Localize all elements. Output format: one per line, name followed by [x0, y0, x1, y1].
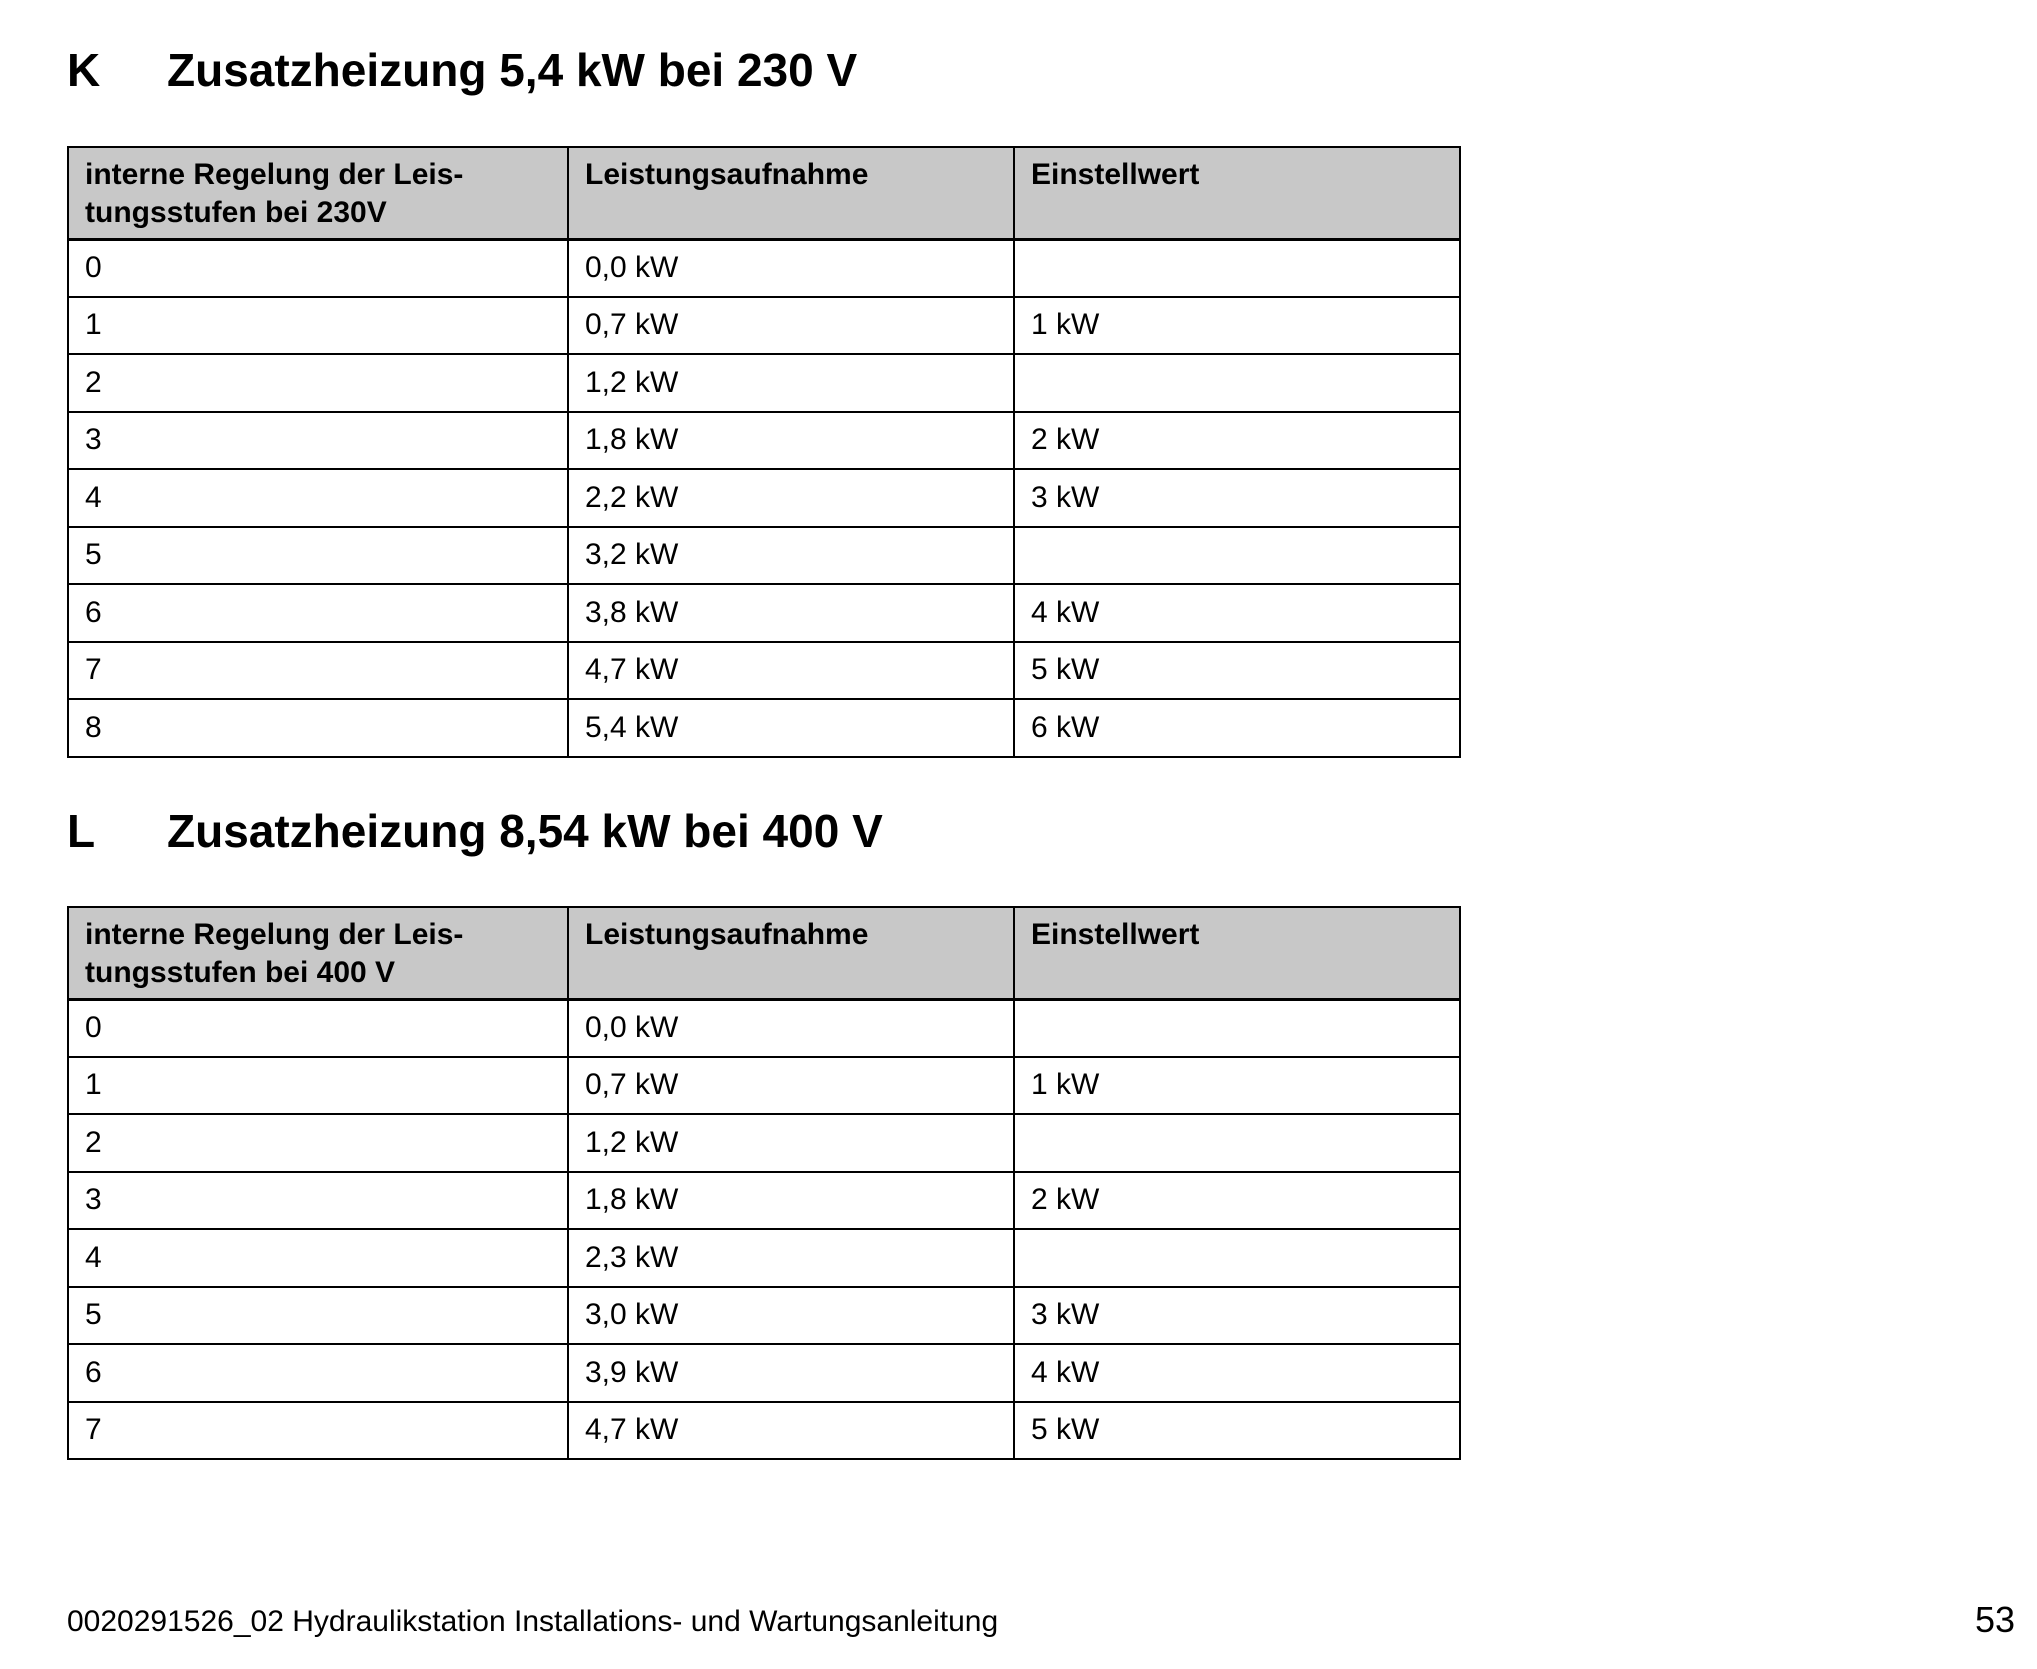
table-cell: 1,8 kW — [568, 412, 1014, 470]
section-letter: K — [67, 44, 101, 96]
table-cell: 4 — [68, 1229, 568, 1287]
table-row — [68, 469, 1460, 527]
table-cell: 3,8 kW — [568, 584, 1014, 642]
column-header: Leistungsaufnahme — [568, 147, 1014, 239]
table-cell: 4 — [68, 469, 568, 527]
table-cell: 3,2 kW — [568, 527, 1014, 585]
table-cell: 0 — [68, 999, 568, 1057]
table-row — [68, 584, 1460, 642]
table-row — [68, 527, 1460, 585]
section-heading-l — [67, 803, 883, 859]
table-cell: 1 kW — [1014, 297, 1460, 355]
column-header: Einstellwert — [1014, 907, 1460, 999]
table-cell: 6 — [68, 1344, 568, 1402]
table-row — [68, 642, 1460, 700]
table-cell: 7 — [68, 1402, 568, 1460]
table-cell: 6 — [68, 584, 568, 642]
table-cell — [1014, 239, 1460, 297]
table-cell: 1,2 kW — [568, 354, 1014, 412]
table-cell: 5 — [68, 527, 568, 585]
table-cell: 0,0 kW — [568, 239, 1014, 297]
table-cell: 4,7 kW — [568, 642, 1014, 700]
table-row — [68, 1114, 1460, 1172]
section-title: Zusatzheizung 5,4 kW bei 230 V — [167, 44, 858, 96]
table-cell: 3,0 kW — [568, 1287, 1014, 1345]
table-cell: 2 — [68, 354, 568, 412]
table-cell: 2 — [68, 1114, 568, 1172]
table-row — [68, 1172, 1460, 1230]
table-row — [68, 1344, 1460, 1402]
column-header: interne Regelung der Leis- tungsstufen bei 400 V — [68, 907, 568, 999]
table-row — [68, 699, 1460, 757]
table-cell: 5 — [68, 1287, 568, 1345]
table-cell: 2 kW — [1014, 1172, 1460, 1230]
table-cell: 3,9 kW — [568, 1344, 1014, 1402]
table-cell: 0,7 kW — [568, 1057, 1014, 1115]
table-header-row — [68, 147, 1460, 239]
table-row — [68, 999, 1460, 1057]
table-row — [68, 297, 1460, 355]
table-cell: 1 — [68, 297, 568, 355]
table-row — [68, 1229, 1460, 1287]
section-letter: L — [67, 805, 96, 857]
footer-document-title: 0020291526_02 Hydraulikstation Installations- und Wartungsanleitung — [67, 1605, 999, 1638]
table-row — [68, 1402, 1460, 1460]
table-cell: 0 — [68, 239, 568, 297]
table-row — [68, 412, 1460, 470]
column-header: interne Regelung der Leis- tungsstufen bei 230V — [68, 147, 568, 239]
table-cell: 3 — [68, 412, 568, 470]
table-cell: 4,7 kW — [568, 1402, 1014, 1460]
table-cell: 2,3 kW — [568, 1229, 1014, 1287]
table-cell: 0,0 kW — [568, 999, 1014, 1057]
table-cell: 8 — [68, 699, 568, 757]
table-row — [68, 239, 1460, 297]
table-cell: 3 kW — [1014, 469, 1460, 527]
table-header-row — [68, 907, 1460, 999]
table-cell: 3 kW — [1014, 1287, 1460, 1345]
table-cell — [1014, 1114, 1460, 1172]
table-cell: 7 — [68, 642, 568, 700]
table-cell: 1,8 kW — [568, 1172, 1014, 1230]
table-row — [68, 354, 1460, 412]
table-cell: 5 kW — [1014, 1402, 1460, 1460]
power-table-400v — [67, 906, 1461, 1460]
table-cell — [1014, 999, 1460, 1057]
table-cell: 2 kW — [1014, 412, 1460, 470]
page-number: 53 — [1974, 1599, 2015, 1640]
table-cell: 1,2 kW — [568, 1114, 1014, 1172]
section-title: Zusatzheizung 8,54 kW bei 400 V — [167, 805, 883, 857]
column-header: Einstellwert — [1014, 147, 1460, 239]
table-cell: 6 kW — [1014, 699, 1460, 757]
table-cell — [1014, 354, 1460, 412]
table-row — [68, 1057, 1460, 1115]
column-header: Leistungsaufnahme — [568, 907, 1014, 999]
table-cell: 1 — [68, 1057, 568, 1115]
table-cell — [1014, 1229, 1460, 1287]
table-cell — [1014, 527, 1460, 585]
table-row — [68, 1287, 1460, 1345]
table-cell: 4 kW — [1014, 584, 1460, 642]
table-cell: 0,7 kW — [568, 297, 1014, 355]
table-cell: 3 — [68, 1172, 568, 1230]
table-cell: 4 kW — [1014, 1344, 1460, 1402]
table-cell: 5 kW — [1014, 642, 1460, 700]
table-cell: 1 kW — [1014, 1057, 1460, 1115]
table-cell: 2,2 kW — [568, 469, 1014, 527]
power-table-230v — [67, 146, 1461, 758]
section-heading-k — [67, 42, 857, 98]
table-cell: 5,4 kW — [568, 699, 1014, 757]
